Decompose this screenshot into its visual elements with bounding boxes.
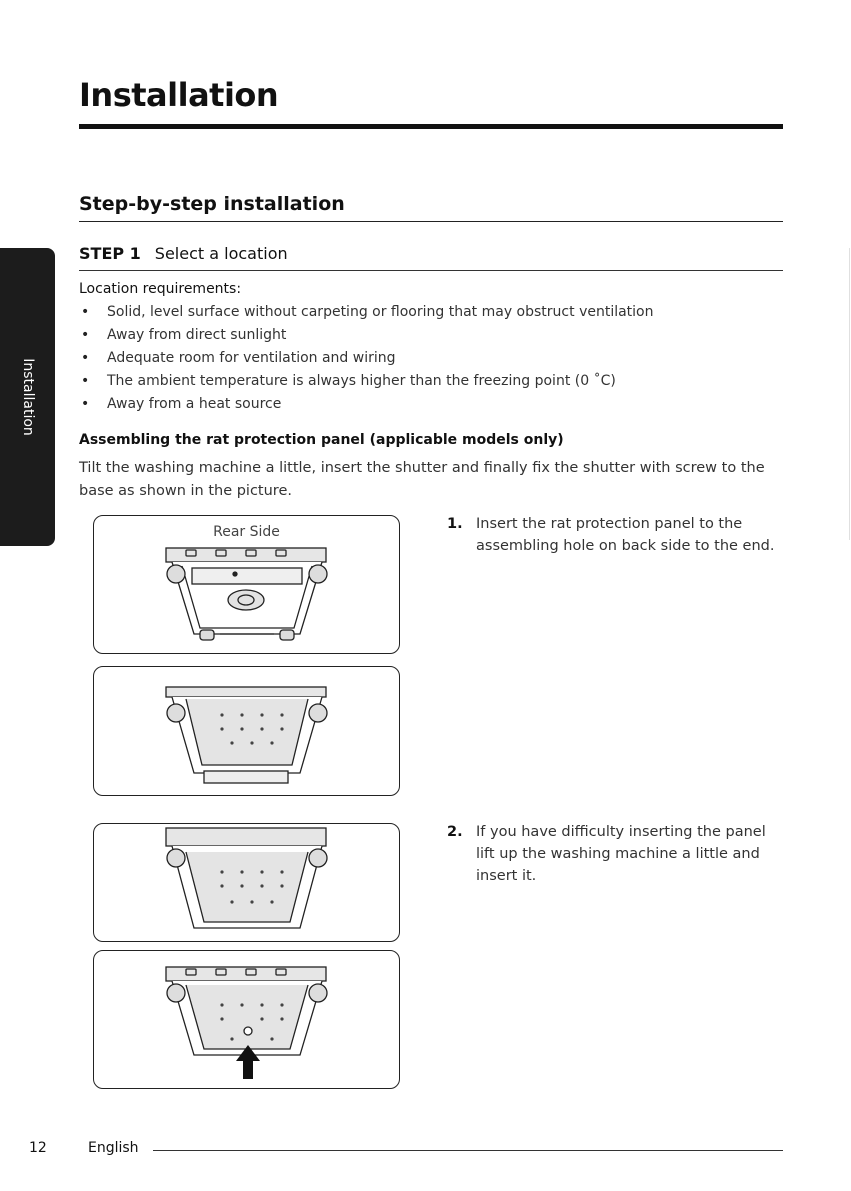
step-number: STEP 1	[79, 244, 141, 263]
rear-side-label: Rear Side	[213, 524, 280, 540]
list-item: • Adequate room for ventilation and wiring	[79, 348, 654, 371]
side-tab-label: Installation	[19, 358, 36, 436]
page-number: 12	[29, 1140, 47, 1156]
figure-insert-panel	[93, 950, 400, 1089]
list-item: • Away from a heat source	[79, 394, 654, 417]
washer-base-illustration	[94, 824, 400, 942]
rat-panel-heading: Assembling the rat protection panel (applicable models only)	[79, 432, 564, 448]
chapter-title-rule	[79, 124, 783, 129]
step-2-text: If you have difficulty inserting the panel lift up the washing machine a little and insert it.	[476, 824, 766, 884]
step-1-text: Insert the rat protection panel to the assembling hole on back side to the end.	[476, 516, 775, 554]
side-tab[interactable]	[0, 248, 55, 546]
washer-base-illustration	[94, 667, 400, 796]
list-item: • The ambient temperature is always higher than the freezing point (0 ˚C)	[79, 371, 654, 394]
location-requirements-label: Location requirements:	[79, 281, 242, 297]
section-title: Step-by-step installation	[79, 193, 345, 215]
footer-language: English	[88, 1140, 139, 1156]
assembly-step-1	[447, 513, 787, 557]
step-title: Select a location	[154, 244, 288, 263]
figure-panel-positioned	[93, 666, 400, 796]
washer-base-illustration	[94, 951, 400, 1089]
step-heading	[79, 244, 288, 263]
list-item: • Solid, level surface without carpeting or flooring that may obstruct ventilation	[79, 302, 654, 325]
edge-marker	[849, 248, 850, 540]
rat-panel-intro: Tilt the washing machine a little, insert the shutter and finally fix the shutter with screw to the base as shown in the picture.	[79, 460, 765, 499]
location-requirements-list	[79, 302, 654, 417]
figure-rear-side	[93, 515, 400, 654]
footer-rule	[153, 1150, 783, 1151]
figure-lift-machine	[93, 823, 400, 942]
chapter-title: Installation	[79, 76, 279, 114]
section-title-rule	[79, 221, 783, 222]
step-1-number: 1.	[447, 516, 463, 532]
assembly-step-2	[447, 821, 787, 887]
list-item: • Away from direct sunlight	[79, 325, 654, 348]
step-2-number: 2.	[447, 824, 463, 840]
step-heading-rule	[79, 270, 783, 271]
